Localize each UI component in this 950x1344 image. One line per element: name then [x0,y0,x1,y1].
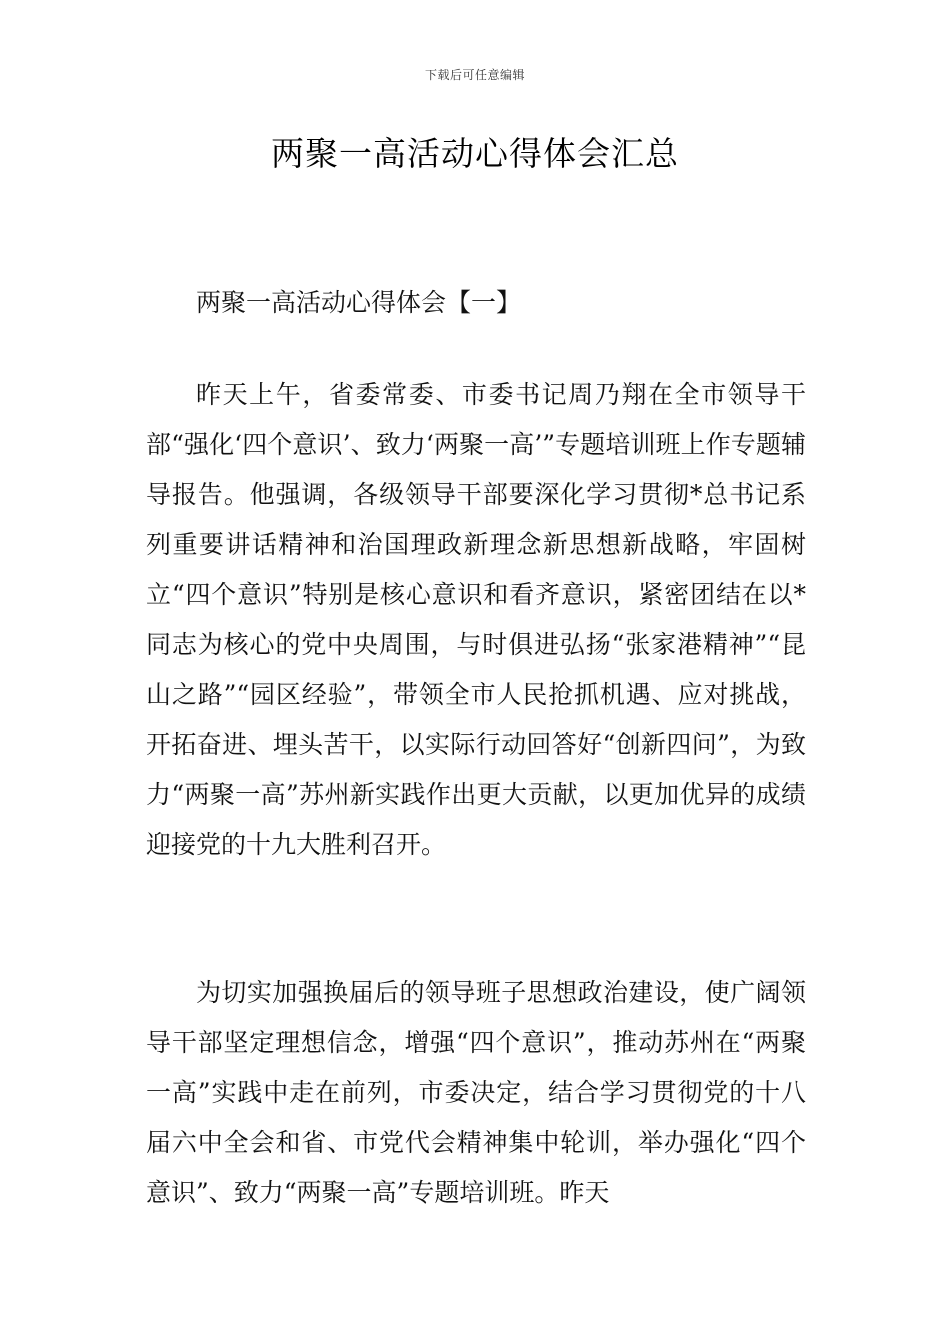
document-title: 两聚一高活动心得体会汇总 [271,134,679,173]
paragraph-1: 昨天上午，省委常委、市委书记周乃翔在全市领导干部“强化‘四个意识’、致力‘两聚一高’”专题培训班上作专题辅导报告。他强调，各级领导干部要深化学习贯彻*总书记系列重要讲话精神和治国理政新理念新思想新战略，牢固树立“四个意识”特别是核心意识和看齐意识，紧密团结在以*同志为核心的党中央周围，与时俱进弘扬“张家港精神”“昆山之路”“园区经验”，带领全市人民抢抓机遇、应对挑战，开拓奋进、埋头苦干，以实际行动回答好“创新四问”，为致力“两聚一高”苏州新实践作出更大贡献，以更加优异的成绩迎接党的十九大胜利召开。 [146,380,806,859]
section-heading: 两聚一高活动心得体会【一】 [196,288,522,317]
header-note: 下载后可任意编辑 [424,68,525,82]
paragraph-2: 为切实加强换届后的领导班子思想政治建设，使广阔领导干部坚定理想信念，增强“四个意识”，推动苏州在“两聚一高”实践中走在前列，市委决定，结合学习贯彻党的十八届六中全会和省、市党代会精神集中轮训，举办强化“四个意识”、致力“两聚一高”专题培训班。昨天 [146,978,806,1207]
